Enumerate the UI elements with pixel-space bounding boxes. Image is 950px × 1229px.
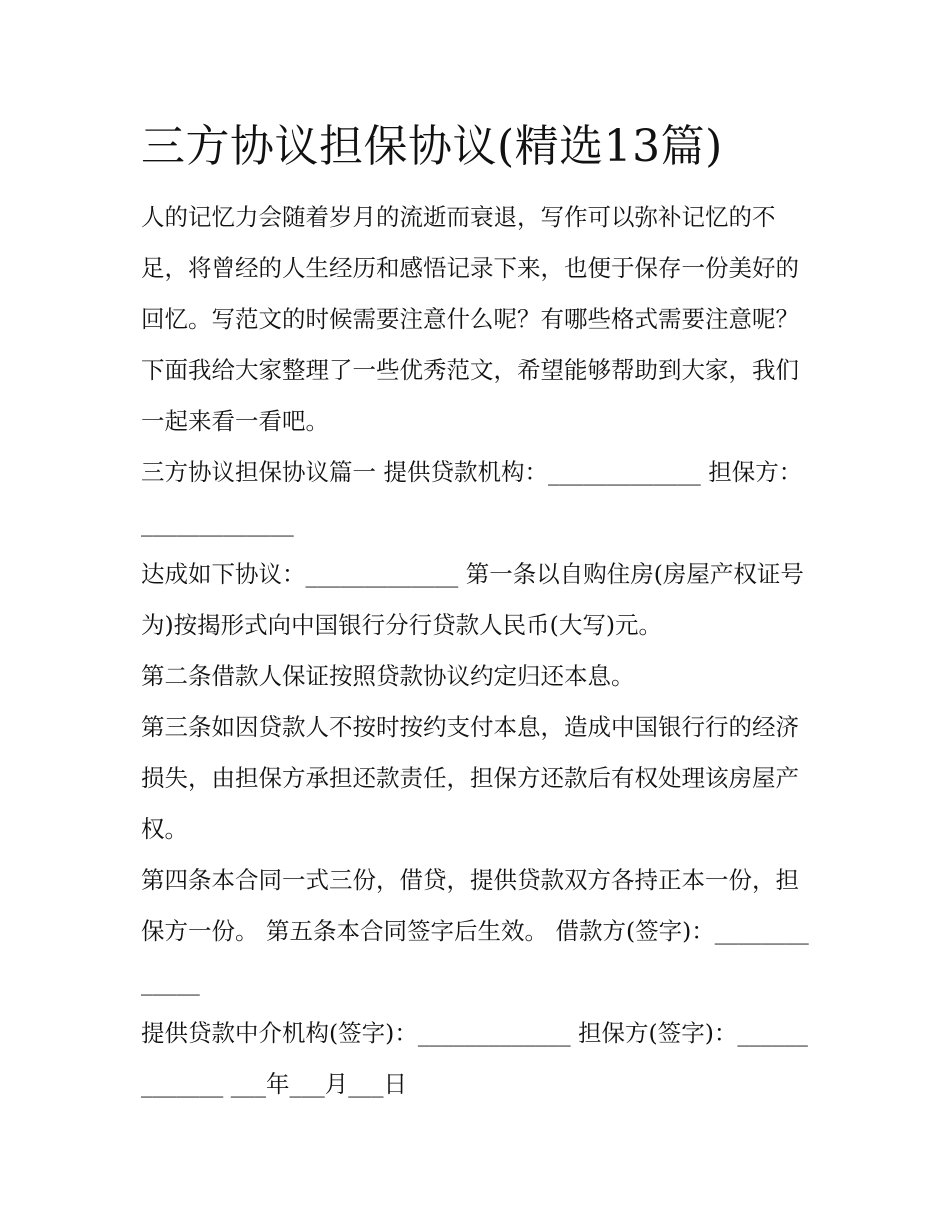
intro-paragraph: 人的记忆力会随着岁月的流逝而衰退，写作可以弥补记忆的不足，将曾经的人生经历和感悟记录下来，也便于保存一份美好的回忆。写范文的时候需要注意什么呢？有哪些格式需要注意呢？下面我给大家整理了一些优秀范文，希望能够帮助到大家，我们一起来看一看吧。: [141, 203, 799, 435]
paragraph-signatures: 提供贷款中介机构(签字)：_____________ 担保方(签字)：_____________ ___年___月___日: [141, 1019, 808, 1098]
document-page: [141, 112, 813, 1110]
paragraph-article-2: 第二条借款人保证按照贷款协议约定归还本息。: [141, 662, 635, 690]
paragraph-article-4-5: 第四条本合同一式三份，借贷，提供贷款双方各持正本一份，担保方一份。 第五条本合同签字后生效。 借款方(签字)：_____________: [141, 866, 809, 996]
paragraph-article-3: 第三条如因贷款人不按时按约支付本息，造成中国银行行的经济损失，由担保方承担还款责任，担保方还款后有权处理该房屋产权。: [141, 713, 799, 843]
paragraph-parties: 三方协议担保协议篇一 提供贷款机构：_____________ 担保方：_____________: [141, 458, 803, 537]
document-title: 三方协议担保协议(精选13篇): [141, 121, 723, 172]
paragraph-article-1: 达成如下协议：_____________ 第一条以自购住房(房屋产权证号为)按揭形式向中国银行分行贷款人民币(大写)元。: [141, 560, 804, 639]
